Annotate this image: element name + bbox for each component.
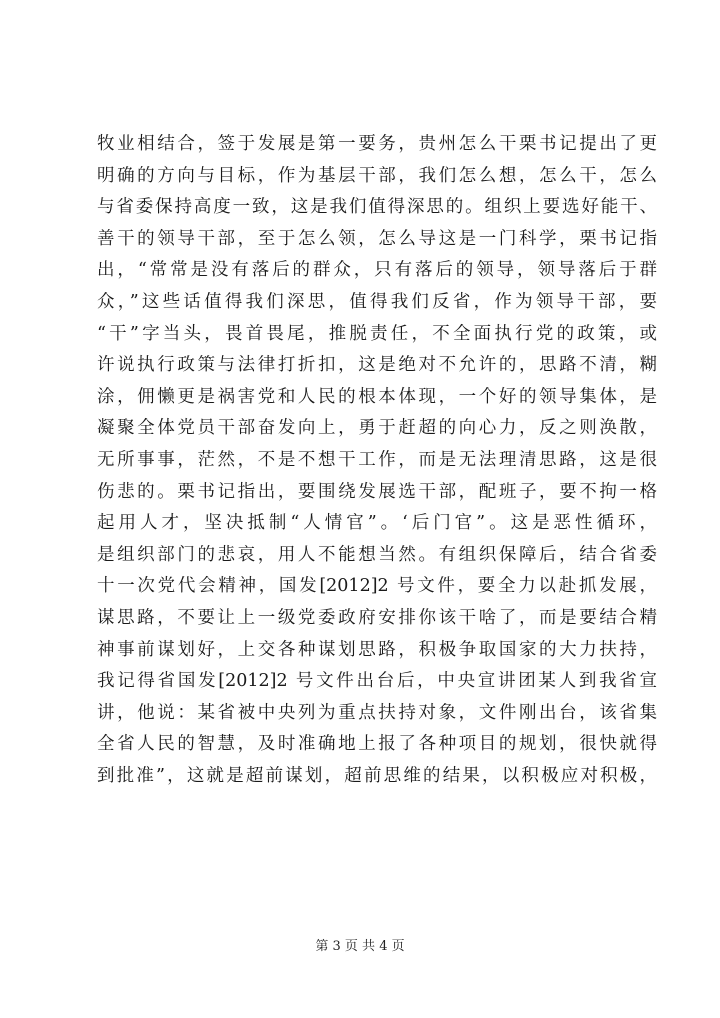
text-line: 凝聚全体党员干部奋发向上，勇于赶超的向心力，反之则涣散，	[97, 418, 657, 439]
text-line: 我记得省国发[2012]2 号文件出台后，中央宣讲团某人到我省宣	[97, 671, 657, 692]
text-line: 牧业相结合，签于发展是第一要务，贵州怎么干栗书记提出了更	[97, 134, 657, 154]
body-text	[97, 129, 657, 792]
text-line: 与省委保持高度一致，这是我们值得深思的。组织上要选好能干、	[97, 197, 657, 218]
text-line: 谋思路，不要让上一级党委政府安排你该干啥了，而是要结合精	[97, 607, 657, 628]
text-line: “干”字当头，畏首畏尾，推脱责任，不全面执行党的政策，或	[97, 323, 657, 344]
text-line: 明确的方向与目标，作为基层干部，我们怎么想，怎么干，怎么	[97, 165, 657, 186]
text-line: 神事前谋划好，上交各种谋划思路，积极争取国家的大力扶持，	[97, 639, 657, 660]
text-line: 起用人才，坚决抵制“人情官”。‘后门官”。这是恶性循环，	[97, 513, 657, 534]
text-line: 无所事事，茫然，不是不想干工作，而是无法理清思路，这是很	[97, 449, 657, 470]
text-line: 许说执行政策与法律打折扣，这是绝对不允许的，思路不清，糊	[97, 355, 657, 376]
text-line: 出，“常常是没有落后的群众，只有落后的领导，领导落后于群	[97, 260, 657, 281]
text-line: 涂，佣懒更是祸害党和人民的根本体现，一个好的领导集体，是	[97, 386, 657, 407]
page-number-footer: 第 3 页 共 4 页	[315, 939, 405, 954]
text-line: 是组织部门的悲哀，用人不能想当然。有组织保障后，结合省委	[97, 544, 657, 565]
text-line: 众，”这些话值得我们深思，值得我们反省，作为领导干部，要	[97, 291, 657, 312]
text-line: 到批准”，这就是超前谋划，超前思维的结果，以积极应对积极，	[97, 765, 657, 786]
text-line: 十一次党代会精神，国发[2012]2 号文件，要全力以赴抓发展，	[97, 576, 657, 597]
text-line: 伤悲的。栗书记指出，要围绕发展选干部，配班子，要不拘一格	[97, 481, 657, 502]
text-line: 善干的领导干部，至于怎么领，怎么导这是一门科学，栗书记指	[97, 228, 657, 249]
text-line: 讲，他说：某省被中央列为重点扶持对象，文件刚出台，该省集	[97, 702, 657, 723]
text-line: 全省人民的智慧，及时准确地上报了各种项目的规划，很快就得	[97, 734, 657, 755]
